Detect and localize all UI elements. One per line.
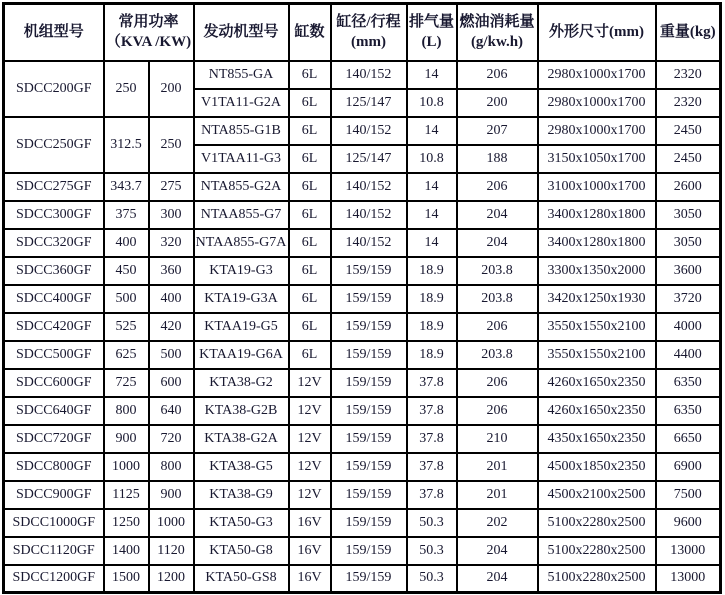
cell-kva: 725 — [104, 369, 149, 397]
cell-engine: KTA38-G2A — [194, 425, 289, 453]
cell-kva: 400 — [104, 229, 149, 257]
cell-fuel-consumption: 201 — [457, 453, 538, 481]
cell-dimensions: 4260x1650x2350 — [538, 397, 656, 425]
cell-kw: 1000 — [149, 509, 194, 537]
header-sublabel: (g/kw.h) — [470, 34, 524, 51]
cell-bore-stroke: 140/152 — [331, 61, 407, 89]
cell-model: SDCC640GF — [4, 397, 104, 425]
table-header — [4, 4, 721, 61]
cell-dimensions: 5100x2280x2500 — [538, 509, 656, 537]
cell-kva: 450 — [104, 257, 149, 285]
cell-model: SDCC200GF — [4, 61, 104, 117]
cell-dimensions: 3150x1050x1700 — [538, 145, 656, 173]
cell-weight: 4400 — [656, 341, 721, 369]
cell-bore-stroke: 159/159 — [331, 285, 407, 313]
cell-bore-stroke: 159/159 — [331, 369, 407, 397]
generator-spec-table — [2, 2, 722, 594]
header-label: 缸数 — [294, 24, 325, 41]
cell-fuel-consumption: 207 — [457, 117, 538, 145]
cell-weight: 7500 — [656, 481, 721, 509]
table-row — [4, 509, 721, 537]
table-row — [4, 565, 721, 593]
cell-dimensions: 3420x1250x1930 — [538, 285, 656, 313]
cell-displacement: 37.8 — [407, 453, 457, 481]
header-label: 重量(kg) — [659, 24, 716, 41]
cell-displacement: 37.8 — [407, 425, 457, 453]
cell-weight: 4000 — [656, 313, 721, 341]
cell-model: SDCC1200GF — [4, 565, 104, 593]
cell-bore-stroke: 140/152 — [331, 173, 407, 201]
cell-engine: KTAA19-G5 — [194, 313, 289, 341]
cell-model: SDCC420GF — [4, 313, 104, 341]
cell-kw: 275 — [149, 173, 194, 201]
cell-cylinders: 6L — [289, 145, 331, 173]
cell-weight: 3600 — [656, 257, 721, 285]
cell-kw: 500 — [149, 341, 194, 369]
table-row — [4, 173, 721, 201]
table-row — [4, 425, 721, 453]
cell-fuel-consumption: 203.8 — [457, 341, 538, 369]
table-row — [4, 453, 721, 481]
cell-displacement: 14 — [407, 117, 457, 145]
table-row — [4, 313, 721, 341]
cell-displacement: 10.8 — [407, 89, 457, 117]
cell-kva: 250 — [104, 61, 149, 117]
header-weight — [656, 4, 721, 61]
cell-cylinders: 6L — [289, 313, 331, 341]
header-label: 燃油消耗量 — [459, 14, 535, 30]
header-rated-power — [104, 4, 194, 61]
cell-fuel-consumption: 206 — [457, 173, 538, 201]
cell-fuel-consumption: 204 — [457, 201, 538, 229]
cell-fuel-consumption: 210 — [457, 425, 538, 453]
cell-displacement: 37.8 — [407, 369, 457, 397]
cell-weight: 13000 — [656, 537, 721, 565]
cell-cylinders: 12V — [289, 369, 331, 397]
table-row — [4, 397, 721, 425]
cell-weight: 3720 — [656, 285, 721, 313]
cell-kw: 200 — [149, 61, 194, 117]
cell-displacement: 14 — [407, 229, 457, 257]
cell-engine: KTAA19-G6A — [194, 341, 289, 369]
cell-kw: 420 — [149, 313, 194, 341]
cell-model: SDCC720GF — [4, 425, 104, 453]
cell-bore-stroke: 159/159 — [331, 313, 407, 341]
cell-displacement: 14 — [407, 61, 457, 89]
cell-cylinders: 6L — [289, 285, 331, 313]
cell-weight: 6650 — [656, 425, 721, 453]
cell-weight: 3050 — [656, 229, 721, 257]
cell-displacement: 50.3 — [407, 509, 457, 537]
cell-bore-stroke: 140/152 — [331, 117, 407, 145]
cell-kva: 1250 — [104, 509, 149, 537]
cell-weight: 2320 — [656, 61, 721, 89]
cell-bore-stroke: 159/159 — [331, 425, 407, 453]
cell-cylinders: 12V — [289, 425, 331, 453]
cell-bore-stroke: 125/147 — [331, 89, 407, 117]
cell-kva: 900 — [104, 425, 149, 453]
cell-cylinders: 16V — [289, 537, 331, 565]
cell-cylinders: 6L — [289, 341, 331, 369]
header-engine-model — [194, 4, 289, 61]
cell-engine: KTA19-G3 — [194, 257, 289, 285]
cell-displacement: 50.3 — [407, 537, 457, 565]
cell-kw: 320 — [149, 229, 194, 257]
cell-engine: KTA50-G3 — [194, 509, 289, 537]
cell-engine: NTA855-G1B — [194, 117, 289, 145]
cell-bore-stroke: 140/152 — [331, 201, 407, 229]
cell-engine: KTA19-G3A — [194, 285, 289, 313]
cell-displacement: 37.8 — [407, 481, 457, 509]
cell-cylinders: 12V — [289, 397, 331, 425]
header-row — [4, 4, 721, 61]
cell-bore-stroke: 140/152 — [331, 229, 407, 257]
header-sublabel: (mm) — [351, 34, 386, 51]
cell-engine: V1TAA11-G3 — [194, 145, 289, 173]
cell-cylinders: 6L — [289, 201, 331, 229]
cell-weight: 6350 — [656, 397, 721, 425]
cell-weight: 3050 — [656, 201, 721, 229]
cell-cylinders: 6L — [289, 117, 331, 145]
cell-bore-stroke: 159/159 — [331, 537, 407, 565]
cell-bore-stroke: 159/159 — [331, 481, 407, 509]
cell-kw: 250 — [149, 117, 194, 173]
cell-fuel-consumption: 206 — [457, 61, 538, 89]
cell-kva: 625 — [104, 341, 149, 369]
table-row — [4, 117, 721, 145]
cell-kva: 1400 — [104, 537, 149, 565]
table-row — [4, 229, 721, 257]
header-label: 机组型号 — [23, 24, 84, 41]
cell-fuel-consumption: 203.8 — [457, 285, 538, 313]
cell-model: SDCC900GF — [4, 481, 104, 509]
cell-kva: 1125 — [104, 481, 149, 509]
cell-kw: 1120 — [149, 537, 194, 565]
cell-dimensions: 5100x2280x2500 — [538, 537, 656, 565]
cell-cylinders: 16V — [289, 509, 331, 537]
cell-kva: 1500 — [104, 565, 149, 593]
cell-displacement: 18.9 — [407, 341, 457, 369]
cell-bore-stroke: 159/159 — [331, 453, 407, 481]
table-row — [4, 369, 721, 397]
cell-displacement: 14 — [407, 173, 457, 201]
cell-fuel-consumption: 203.8 — [457, 257, 538, 285]
cell-cylinders: 12V — [289, 481, 331, 509]
cell-dimensions: 2980x1000x1700 — [538, 61, 656, 89]
cell-weight: 2450 — [656, 145, 721, 173]
cell-dimensions: 2980x1000x1700 — [538, 117, 656, 145]
cell-kva: 500 — [104, 285, 149, 313]
cell-kw: 300 — [149, 201, 194, 229]
cell-engine: NT855-GA — [194, 61, 289, 89]
cell-dimensions: 3300x1350x2000 — [538, 257, 656, 285]
table-row — [4, 61, 721, 89]
cell-engine: KTA38-G2B — [194, 397, 289, 425]
cell-bore-stroke: 159/159 — [331, 341, 407, 369]
header-label: 常用功率 — [118, 14, 179, 30]
cell-fuel-consumption: 202 — [457, 509, 538, 537]
cell-bore-stroke: 159/159 — [331, 257, 407, 285]
header-label: 缸径/行程 — [336, 14, 401, 30]
cell-cylinders: 6L — [289, 229, 331, 257]
cell-engine: KTA38-G2 — [194, 369, 289, 397]
cell-fuel-consumption: 204 — [457, 565, 538, 593]
cell-kva: 375 — [104, 201, 149, 229]
cell-kw: 400 — [149, 285, 194, 313]
table-row — [4, 201, 721, 229]
cell-model: SDCC800GF — [4, 453, 104, 481]
cell-engine: NTA855-G2A — [194, 173, 289, 201]
cell-dimensions: 3400x1280x1800 — [538, 229, 656, 257]
table-row — [4, 285, 721, 313]
cell-weight: 2600 — [656, 173, 721, 201]
cell-kw: 600 — [149, 369, 194, 397]
header-fuel-consumption — [457, 4, 538, 61]
cell-dimensions: 4500x1850x2350 — [538, 453, 656, 481]
cell-kva: 800 — [104, 397, 149, 425]
cell-engine: NTAA855-G7A — [194, 229, 289, 257]
cell-displacement: 50.3 — [407, 565, 457, 593]
cell-engine: KTA50-GS8 — [194, 565, 289, 593]
cell-dimensions: 4260x1650x2350 — [538, 369, 656, 397]
cell-model: SDCC360GF — [4, 257, 104, 285]
cell-fuel-consumption: 200 — [457, 89, 538, 117]
cell-fuel-consumption: 204 — [457, 229, 538, 257]
cell-dimensions: 3100x1000x1700 — [538, 173, 656, 201]
cell-engine: KTA38-G9 — [194, 481, 289, 509]
spec-table-body — [4, 61, 721, 593]
cell-kva: 1000 — [104, 453, 149, 481]
header-bore-stroke — [331, 4, 407, 61]
cell-dimensions: 3400x1280x1800 — [538, 201, 656, 229]
table-row — [4, 341, 721, 369]
cell-dimensions: 5100x2280x2500 — [538, 565, 656, 593]
header-label: 排气量 — [408, 14, 454, 30]
cell-displacement: 14 — [407, 201, 457, 229]
cell-kva: 312.5 — [104, 117, 149, 173]
cell-model: SDCC500GF — [4, 341, 104, 369]
cell-model: SDCC600GF — [4, 369, 104, 397]
cell-kw: 900 — [149, 481, 194, 509]
cell-engine: KTA50-G8 — [194, 537, 289, 565]
header-sublabel: （KVA /KW) — [105, 34, 192, 51]
cell-model: SDCC275GF — [4, 173, 104, 201]
cell-weight: 2320 — [656, 89, 721, 117]
cell-model: SDCC400GF — [4, 285, 104, 313]
cell-kw: 800 — [149, 453, 194, 481]
cell-fuel-consumption: 188 — [457, 145, 538, 173]
cell-weight: 9600 — [656, 509, 721, 537]
cell-kva: 343.7 — [104, 173, 149, 201]
table-row — [4, 257, 721, 285]
cell-cylinders: 6L — [289, 61, 331, 89]
cell-displacement: 37.8 — [407, 397, 457, 425]
cell-cylinders: 12V — [289, 453, 331, 481]
cell-cylinders: 6L — [289, 173, 331, 201]
cell-bore-stroke: 159/159 — [331, 397, 407, 425]
cell-dimensions: 3550x1550x2100 — [538, 313, 656, 341]
cell-cylinders: 16V — [289, 565, 331, 593]
cell-fuel-consumption: 206 — [457, 313, 538, 341]
cell-displacement: 18.9 — [407, 285, 457, 313]
cell-dimensions: 2980x1000x1700 — [538, 89, 656, 117]
cell-displacement: 18.9 — [407, 257, 457, 285]
cell-fuel-consumption: 206 — [457, 369, 538, 397]
cell-engine: KTA38-G5 — [194, 453, 289, 481]
cell-dimensions: 4500x2100x2500 — [538, 481, 656, 509]
cell-model: SDCC320GF — [4, 229, 104, 257]
cell-engine: V1TA11-G2A — [194, 89, 289, 117]
header-label: 外形尺寸(mm) — [549, 24, 644, 41]
cell-bore-stroke: 159/159 — [331, 565, 407, 593]
header-cylinders — [289, 4, 331, 61]
cell-weight: 13000 — [656, 565, 721, 593]
cell-bore-stroke: 125/147 — [331, 145, 407, 173]
table-row — [4, 481, 721, 509]
cell-weight: 2450 — [656, 117, 721, 145]
cell-fuel-consumption: 206 — [457, 397, 538, 425]
cell-fuel-consumption: 204 — [457, 537, 538, 565]
cell-dimensions: 4350x1650x2350 — [538, 425, 656, 453]
header-dimensions — [538, 4, 656, 61]
cell-model: SDCC300GF — [4, 201, 104, 229]
cell-kw: 720 — [149, 425, 194, 453]
cell-kw: 1200 — [149, 565, 194, 593]
cell-bore-stroke: 159/159 — [331, 509, 407, 537]
cell-fuel-consumption: 201 — [457, 481, 538, 509]
header-label: 发动机型号 — [203, 24, 279, 41]
cell-weight: 6900 — [656, 453, 721, 481]
cell-kw: 360 — [149, 257, 194, 285]
header-unit-model — [4, 4, 104, 61]
cell-model: SDCC1120GF — [4, 537, 104, 565]
cell-kva: 525 — [104, 313, 149, 341]
cell-engine: NTAA855-G7 — [194, 201, 289, 229]
table-row — [4, 537, 721, 565]
header-sublabel: (L) — [421, 34, 442, 51]
header-displacement — [407, 4, 457, 61]
cell-displacement: 10.8 — [407, 145, 457, 173]
cell-kw: 640 — [149, 397, 194, 425]
cell-displacement: 18.9 — [407, 313, 457, 341]
cell-cylinders: 6L — [289, 257, 331, 285]
cell-dimensions: 3550x1550x2100 — [538, 341, 656, 369]
cell-model: SDCC250GF — [4, 117, 104, 173]
cell-cylinders: 6L — [289, 89, 331, 117]
cell-weight: 6350 — [656, 369, 721, 397]
cell-model: SDCC1000GF — [4, 509, 104, 537]
